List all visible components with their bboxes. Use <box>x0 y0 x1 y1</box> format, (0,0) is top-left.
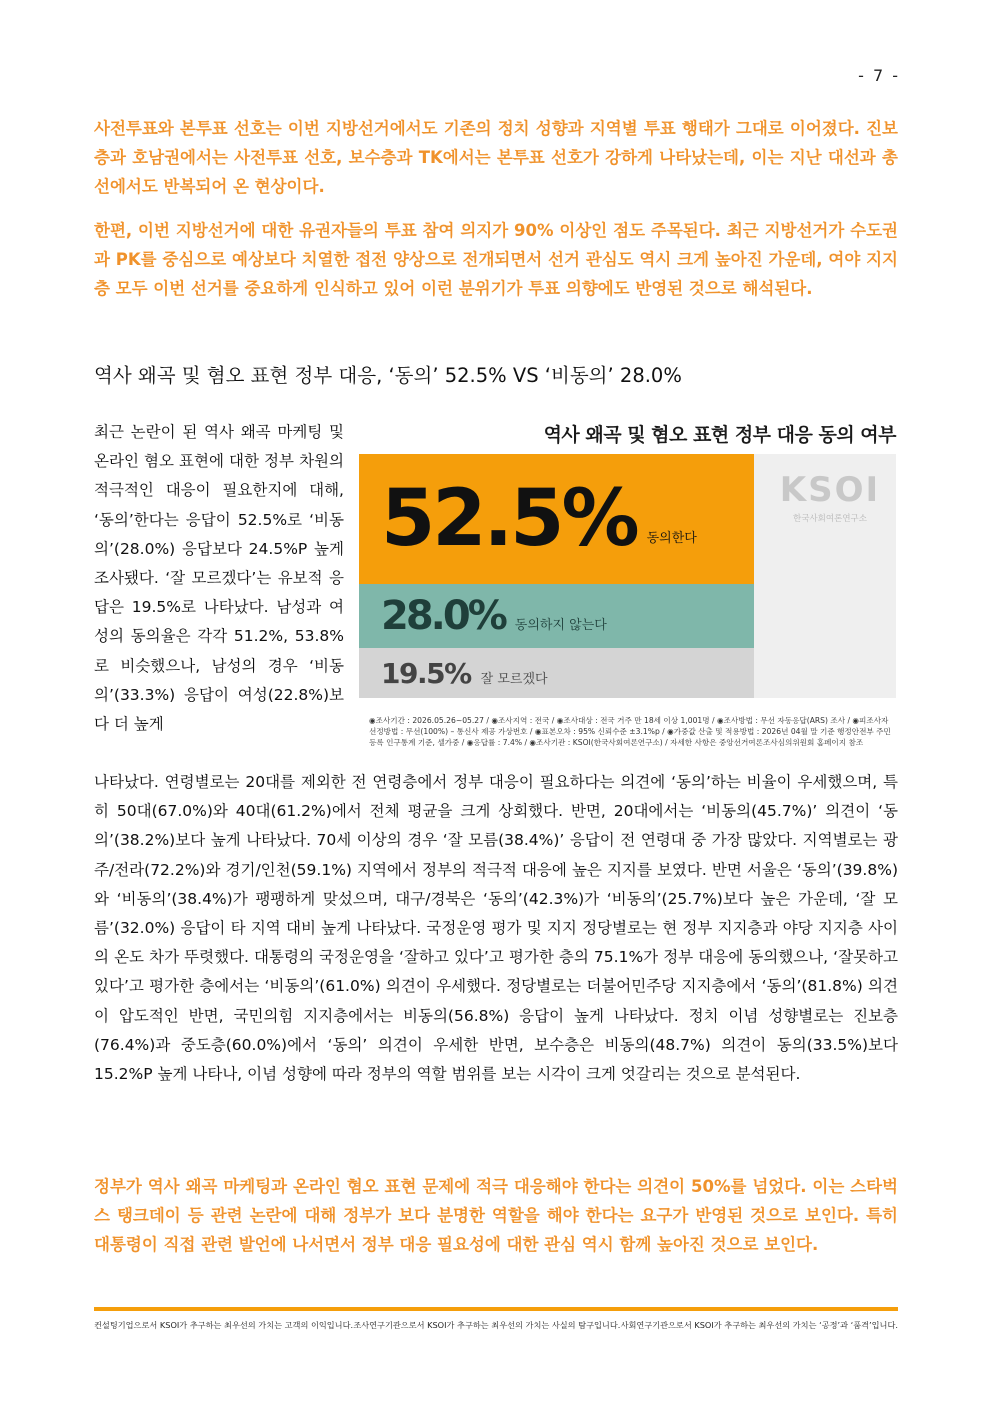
agreement-chart <box>359 418 896 756</box>
conclusion-paragraph: 정부가 역사 왜곡 마케팅과 온라인 혐오 표현 문제에 적극 대응해야 한다는 의견이 50%를 넘었다. 이는 스타벅스 탱크데이 등 관련 논란에 대해 정부가 보다 분명한 역할을 해야 한다는 요구가 반영된 것으로 보인다. 특히 대통령이 직접 관련 발언에 나서면서 정부 대응 필요성에 대한 관심 역시 함께 높아진 것으로 보인다. <box>94 1177 898 1254</box>
logo-mark: KSOI <box>779 470 881 510</box>
logo-subtitle: 한국사회여론연구소 <box>793 514 867 524</box>
page-number: - 7 - <box>858 66 900 85</box>
bar-unsure-value: 19.5% <box>381 656 471 690</box>
footer-item-1: 컨설팅기업으로서 KSOI가 추구하는 최우선의 가치는 고객의 이익입니다. <box>94 1320 354 1330</box>
ksoi-logo <box>775 470 885 524</box>
body-text-beside-chart: 최근 논란이 된 역사 왜곡 마케팅 및 온라인 혐오 표현에 대한 정부 차원의 적극적인 대응이 필요한지에 대해, ‘동의’한다는 응답이 52.5%로 ‘비동의’(28.0%) 응답보다 24.5%P 높게 조사됐다. ‘잘 모르겠다’는 유보적 응답은 19.5%로 나타났다. 남성과 여성의 동의율은 각각 51.2%, 53.8%로 비슷했으나, 남성의 경우 ‘비동의’(33.3%) 응답이 여성(22.8%)보다 더 높게 <box>94 423 344 734</box>
footer-item-3: 사회연구기관으로서 KSOI가 추구하는 최우선의 가치는 ‘공정’과 ‘품격’입니다. <box>620 1320 898 1330</box>
bar-disagree-value: 28.0% <box>381 593 505 639</box>
section-title: 역사 왜곡 및 혐오 표현 정부 대응, ‘동의’ 52.5% VS ‘비동의’ 28.0% <box>94 364 682 387</box>
body-text-full-width: 나타났다. 연령별로는 20대를 제외한 전 연령층에서 정부 대응이 필요하다는 의견에 ‘동의’하는 비율이 우세했으며, 특히 50대(67.0%)와 40대(61.2%)에서 전체 평균을 크게 상회했다. 반면, 20대에서는 ‘비동의(45.7%)’ 의견이 ‘동의’(38.2%)보다 높게 나타났다. 70세 이상의 경우 ‘잘 모름(38.4%)’ 응답이 전 연령대 중 가장 많았다. 지역별로는 광주/전라(72.2%)와 경기/인천(59.1%) 지역에서 정부의 적극적 대응에 높은 지지를 보였다. 반면 서울은 ‘동의’(39.8%)와 ‘비동의’(38.4%)가 팽팽하게 맞섰으며, 대구/경북은 ‘동의’(42.3%)가 ‘비동의’(25.7%)보다 높은 가운데, ‘잘 모름’(32.0%) 응답이 타 지역 대비 높게 나타났다. 국정운영 평가 및 지지 정당별로는 현 정부 지지층과 야당 지지층 사이의 온도 차가 뚜렷했다. 대통령의 국정운영을 ‘잘하고 있다’고 평가한 층의 75.1%가 정부 대응에 동의했으나, ‘잘못하고 있다’고 평가한 층에서는 ‘비동의’(61.0%) 의견이 우세했다. 정당별로는 더불어민주당 지지층에서 ‘동의’(81.8%) 의견이 압도적인 반면, 국민의힘 지지층에서는 비동의(56.8%) 응답이 높게 나타났다. 정치 이념 성향별로는 진보층(76.4%)과 중도층(60.0%)에서 ‘동의’ 의견이 우세한 반면, 보수층은 비동의(48.7%) 의견이 동의(33.5%)보다 15.2%P 높게 나타나, 이념 성향에 따라 정부의 역할 범위를 보는 시각이 크게 엇갈리는 것으로 분석된다. <box>94 773 898 1084</box>
bar-disagree <box>359 584 754 648</box>
footer <box>94 1320 898 1331</box>
bar-unsure-label: 잘 모르겠다 <box>480 671 548 687</box>
summary-paragraph-2: 한편, 이번 지방선거에 대한 유권자들의 투표 참여 의지가 90% 이상인 점도 주목된다. 최근 지방선거가 수도권과 PK를 중심으로 예상보다 치열한 접전 양상으로 전개되면서 선거 관심도 역시 크게 높아진 가운데, 여야 지지층 모두 이번 선거를 중요하게 인식하고 있어 이런 분위기가 투표 의향에도 반영된 것으로 해석된다. <box>94 221 898 298</box>
survey-method-note: ◉조사기간 : 2026.05.26~05.27 / ◉조사지역 : 전국 / ◉조사대상 : 전국 거주 만 18세 이상 1,001명 / ◉조사방법 : 무선 자동응답(ARS) 조사 / ◉피조사자선정방법 : 무선(100%) – 통신사 제공 가상번호 / ◉표본오차 : 95% 신뢰수준 ±3.1%p / ◉가중값 산출 및 적용방법 : 2026년 04월 말 기준 행정안전부 주민등록 인구통계 기준, 셀가중 / ◉응답률 : 7.4% / ◉조사기관 : KSOI(한국사회여론연구소) / 자세한 사항은 중앙선거여론조사심의위원회 홈페이지 참조 <box>369 716 891 747</box>
bar-agree-label: 동의한다 <box>646 530 697 546</box>
bar-unsure <box>359 648 754 698</box>
bar-agree <box>359 454 754 584</box>
bar-disagree-label: 동의하지 않는다 <box>514 617 607 633</box>
footer-divider <box>94 1307 898 1311</box>
footer-item-2: 조사연구기관으로서 KSOI가 추구하는 최우선의 가치는 사실의 탐구입니다. <box>353 1320 621 1330</box>
chart-title: 역사 왜곡 및 혐오 표현 정부 대응 동의 여부 <box>543 424 896 446</box>
summary-paragraph-1: 사전투표와 본투표 선호는 이번 지방선거에서도 기존의 정치 성향과 지역별 투표 행태가 그대로 이어졌다. 진보층과 호남권에서는 사전투표 선호, 보수층과 TK에서는 본투표 선호가 강하게 나타났는데, 이는 지난 대선과 총선에서도 반복되어 온 현상이다. <box>94 119 898 196</box>
chart-box <box>359 454 896 698</box>
bar-agree-value: 52.5% <box>381 474 637 564</box>
